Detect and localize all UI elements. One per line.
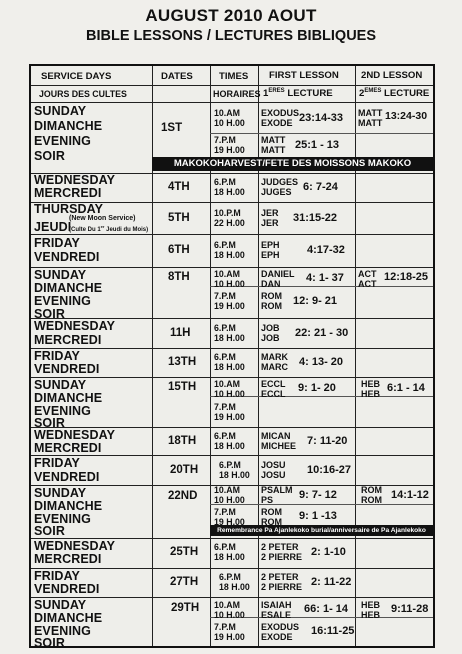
day-label: WEDNESDAY <box>34 428 116 442</box>
day-label: SUNDAY <box>34 598 87 612</box>
day-label: WEDNESDAY <box>34 539 116 553</box>
ref-cell: 9: 7- 12 <box>299 489 337 501</box>
time-cell: 6.P.M 18 H.00 <box>214 542 245 562</box>
header-times: TIMES <box>219 71 249 82</box>
date-cell: 27TH <box>170 576 199 588</box>
day-label: SOIR <box>34 636 65 650</box>
ref-cell: 4: 13- 20 <box>299 356 344 368</box>
day-label: WEDNESDAY <box>34 173 116 187</box>
book-cell: MICAN MICHEE <box>261 431 297 451</box>
date-cell: 8TH <box>168 271 190 283</box>
date-cell: 29TH <box>171 602 200 614</box>
time-cell: 10.AM 10 H.00 <box>214 485 245 505</box>
day-label: EVENING <box>34 404 91 418</box>
ref-cell: 12: 9- 21 <box>293 295 338 307</box>
day-label: FRIDAY <box>34 349 80 363</box>
time-cell: 7.P.M 19 H.00 <box>214 507 245 527</box>
header-dates: DATES <box>161 71 193 82</box>
date-cell: 1ST <box>161 122 183 134</box>
day-label: DIMANCHE <box>34 611 103 625</box>
day-label: SUNDAY <box>34 486 87 500</box>
row-divider <box>31 348 433 349</box>
header-horaires: HORAIRES <box>213 89 261 99</box>
day-label: EVENING <box>34 512 91 526</box>
day-label: SOIR <box>34 307 65 321</box>
day-label: DIMANCHE <box>34 499 103 513</box>
day-label: SOIR <box>34 524 65 538</box>
day-label: VENDREDI <box>34 470 100 484</box>
header-second-lesson: 2ND LESSON <box>361 70 423 81</box>
day-label: MERCREDI <box>34 186 102 200</box>
date-cell: 4TH <box>168 181 190 193</box>
day-label: FRIDAY <box>34 456 80 470</box>
row-divider <box>31 597 433 598</box>
book-cell: ROM ROM <box>261 291 282 311</box>
ref-cell: 9: 1 -13 <box>299 510 337 522</box>
ref-cell: 6:1 - 14 <box>387 382 425 394</box>
time-cell: 6.P.M 18 H.00 <box>214 177 245 197</box>
ref-cell: 12:18-25 <box>384 271 429 283</box>
col-divider <box>152 66 153 646</box>
time-cell: 6.P.M 18 H.00 <box>214 431 245 451</box>
header-first-lesson: FIRST LESSON <box>269 70 339 81</box>
ref-cell: 16:11-25 <box>311 625 355 637</box>
day-label: SOIR <box>34 149 65 163</box>
day-label: MERCREDI <box>34 441 102 455</box>
ref-cell: 13:24-30 <box>385 110 428 122</box>
day-label: EVENING <box>34 134 91 148</box>
time-cell: 6.P.M 18 H.00 <box>214 323 245 343</box>
row-divider <box>31 85 433 86</box>
book-cell: HEB HEB <box>361 379 381 399</box>
col-divider <box>210 66 211 646</box>
day-label: EVENING <box>34 624 91 638</box>
time-cell: 7.P.M 19 H.00 <box>214 291 245 311</box>
ref-cell: 2: 11-22 <box>311 576 352 588</box>
time-cell: 6.P.M 18 H.00 <box>219 572 250 592</box>
day-label: VENDREDI <box>34 582 100 596</box>
ref-cell: 9:11-28 <box>391 603 429 615</box>
header-lecture-2: 2EMES LECTURE <box>359 88 430 100</box>
book-cell: PSALM PS <box>261 485 293 505</box>
book-cell: 2 PETER 2 PIERRE <box>261 542 303 562</box>
row-divider <box>31 234 433 235</box>
lessons-table <box>29 64 435 648</box>
row-divider <box>31 102 433 103</box>
ref-cell: 22: 21 - 30 <box>295 327 349 339</box>
header-jours: JOURS DES CULTES <box>39 89 127 99</box>
date-cell: 15TH <box>168 381 197 393</box>
time-cell: 10.AM 10 H.00 <box>214 600 245 620</box>
ref-cell: 23:14-33 <box>299 112 344 124</box>
day-label: SUNDAY <box>34 378 87 392</box>
day-label: SUNDAY <box>34 268 87 282</box>
book-cell: EPH EPH <box>261 240 280 260</box>
time-cell: 6.P.M 18 H.00 <box>214 240 245 260</box>
time-cell: 7.P.M 19 H.00 <box>214 402 245 422</box>
day-label: DIMANCHE <box>34 391 103 405</box>
time-cell: 6.P.M 18 H.00 <box>219 460 250 480</box>
book-cell: JOB JOB <box>261 323 280 343</box>
book-cell: MATT MATT <box>358 108 383 128</box>
date-cell: 13TH <box>168 356 197 368</box>
date-cell: 11H <box>170 327 191 339</box>
row-divider <box>31 568 433 569</box>
date-cell: 25TH <box>170 546 199 558</box>
ref-cell: 31:15-22 <box>293 212 338 224</box>
day-label: EVENING <box>34 294 91 308</box>
time-cell: 7.P.M 19 H.00 <box>214 622 245 642</box>
day-label: FRIDAY <box>34 236 80 250</box>
row-divider <box>31 377 433 378</box>
day-label: VENDREDI <box>34 362 100 376</box>
ref-cell: 4:17-32 <box>307 244 345 256</box>
ref-cell: 14:1-12 <box>391 489 429 501</box>
ref-cell: 9: 1- 20 <box>298 382 336 394</box>
book-cell: ECCL ECCL <box>261 379 286 399</box>
day-label: FRIDAY <box>34 569 80 583</box>
book-cell: EXODUS EXODE <box>261 108 300 128</box>
book-cell: 2 PETER 2 PIERRE <box>261 572 303 592</box>
day-label: SUNDAY <box>34 104 87 118</box>
book-cell: JOSU JOSU <box>261 460 286 480</box>
ref-cell: 4: 1- 37 <box>306 272 344 284</box>
date-cell: 20TH <box>170 464 199 476</box>
time-cell: 10.AM 10 H.00 <box>214 379 245 399</box>
ref-cell: 25:1 - 13 <box>295 139 340 151</box>
date-cell: 6TH <box>168 244 190 256</box>
time-cell: 10.AM 10 H.00 <box>214 269 245 289</box>
header-lecture-1: $1^{ERES}$ LECTURE <box>263 88 333 100</box>
day-note: (New Moon Service) <box>69 215 136 222</box>
ref-cell: 10:16-27 <box>307 464 352 476</box>
day-label: SOIR <box>34 416 65 430</box>
day-label: MERCREDI <box>34 333 102 347</box>
day-label: WEDNESDAY <box>34 319 116 333</box>
date-cell: 22ND <box>168 490 198 502</box>
col-divider <box>258 66 259 646</box>
page-title: AUGUST 2010 AOUT <box>145 6 317 25</box>
date-cell: 18TH <box>168 435 197 447</box>
book-cell: ISAIAH ESALE <box>261 600 292 620</box>
col-divider <box>355 66 356 646</box>
day-label: JEUDI <box>34 220 72 234</box>
book-cell: DANIEL DAN <box>261 269 295 289</box>
ref-cell: 7: 11-20 <box>307 435 348 447</box>
day-label: DIMANCHE <box>34 119 103 133</box>
day-label: DIMANCHE <box>34 281 103 295</box>
time-cell: 10.P.M 22 H.00 <box>214 208 245 228</box>
book-cell: ROM ROM <box>361 485 382 505</box>
ref-cell: 6: 7-24 <box>303 181 338 193</box>
date-cell: 5TH <box>168 212 190 224</box>
book-cell: JUDGES JUGES <box>261 177 299 197</box>
book-cell: EXODUS EXODE <box>261 622 300 642</box>
book-cell: MATT MATT <box>261 135 286 155</box>
row-divider <box>31 455 433 456</box>
row-divider <box>31 267 433 268</box>
day-label: VENDREDI <box>34 250 100 264</box>
page-subtitle: BIBLE LESSONS / LECTURES BIBLIQUES <box>85 28 377 44</box>
time-cell: 7.P.M 19 H.00 <box>214 135 245 155</box>
book-cell: ACT ACT <box>358 269 377 289</box>
book-cell: JER JER <box>261 208 279 228</box>
book-cell: ROM ROM <box>261 507 282 527</box>
remembrance-banner: Remembrance Pa Ajanlekoko burial/anniversaire de Pa Ajanlekoko <box>210 525 433 536</box>
time-cell: 6.P.M 18 H.00 <box>214 352 245 372</box>
subrow-divider <box>210 133 433 134</box>
day-label: MERCREDI <box>34 552 102 566</box>
harvest-banner: MAKOKOHARVEST/FETE DES MOISSONS MAKOKO <box>152 157 433 171</box>
time-cell: 10.AM 10 H.00 <box>214 108 245 128</box>
book-cell: MARK MARC <box>261 352 288 372</box>
day-label: THURSDAY <box>34 202 104 216</box>
book-cell: HEB HEB <box>361 600 381 620</box>
header-service-days: SERVICE DAYS <box>41 71 112 82</box>
day-note: (Culte Du 1er Jeudi du Mois) <box>69 224 149 233</box>
ref-cell: 2: 1-10 <box>311 546 346 558</box>
ref-cell: 66: 1- 14 <box>304 603 349 615</box>
